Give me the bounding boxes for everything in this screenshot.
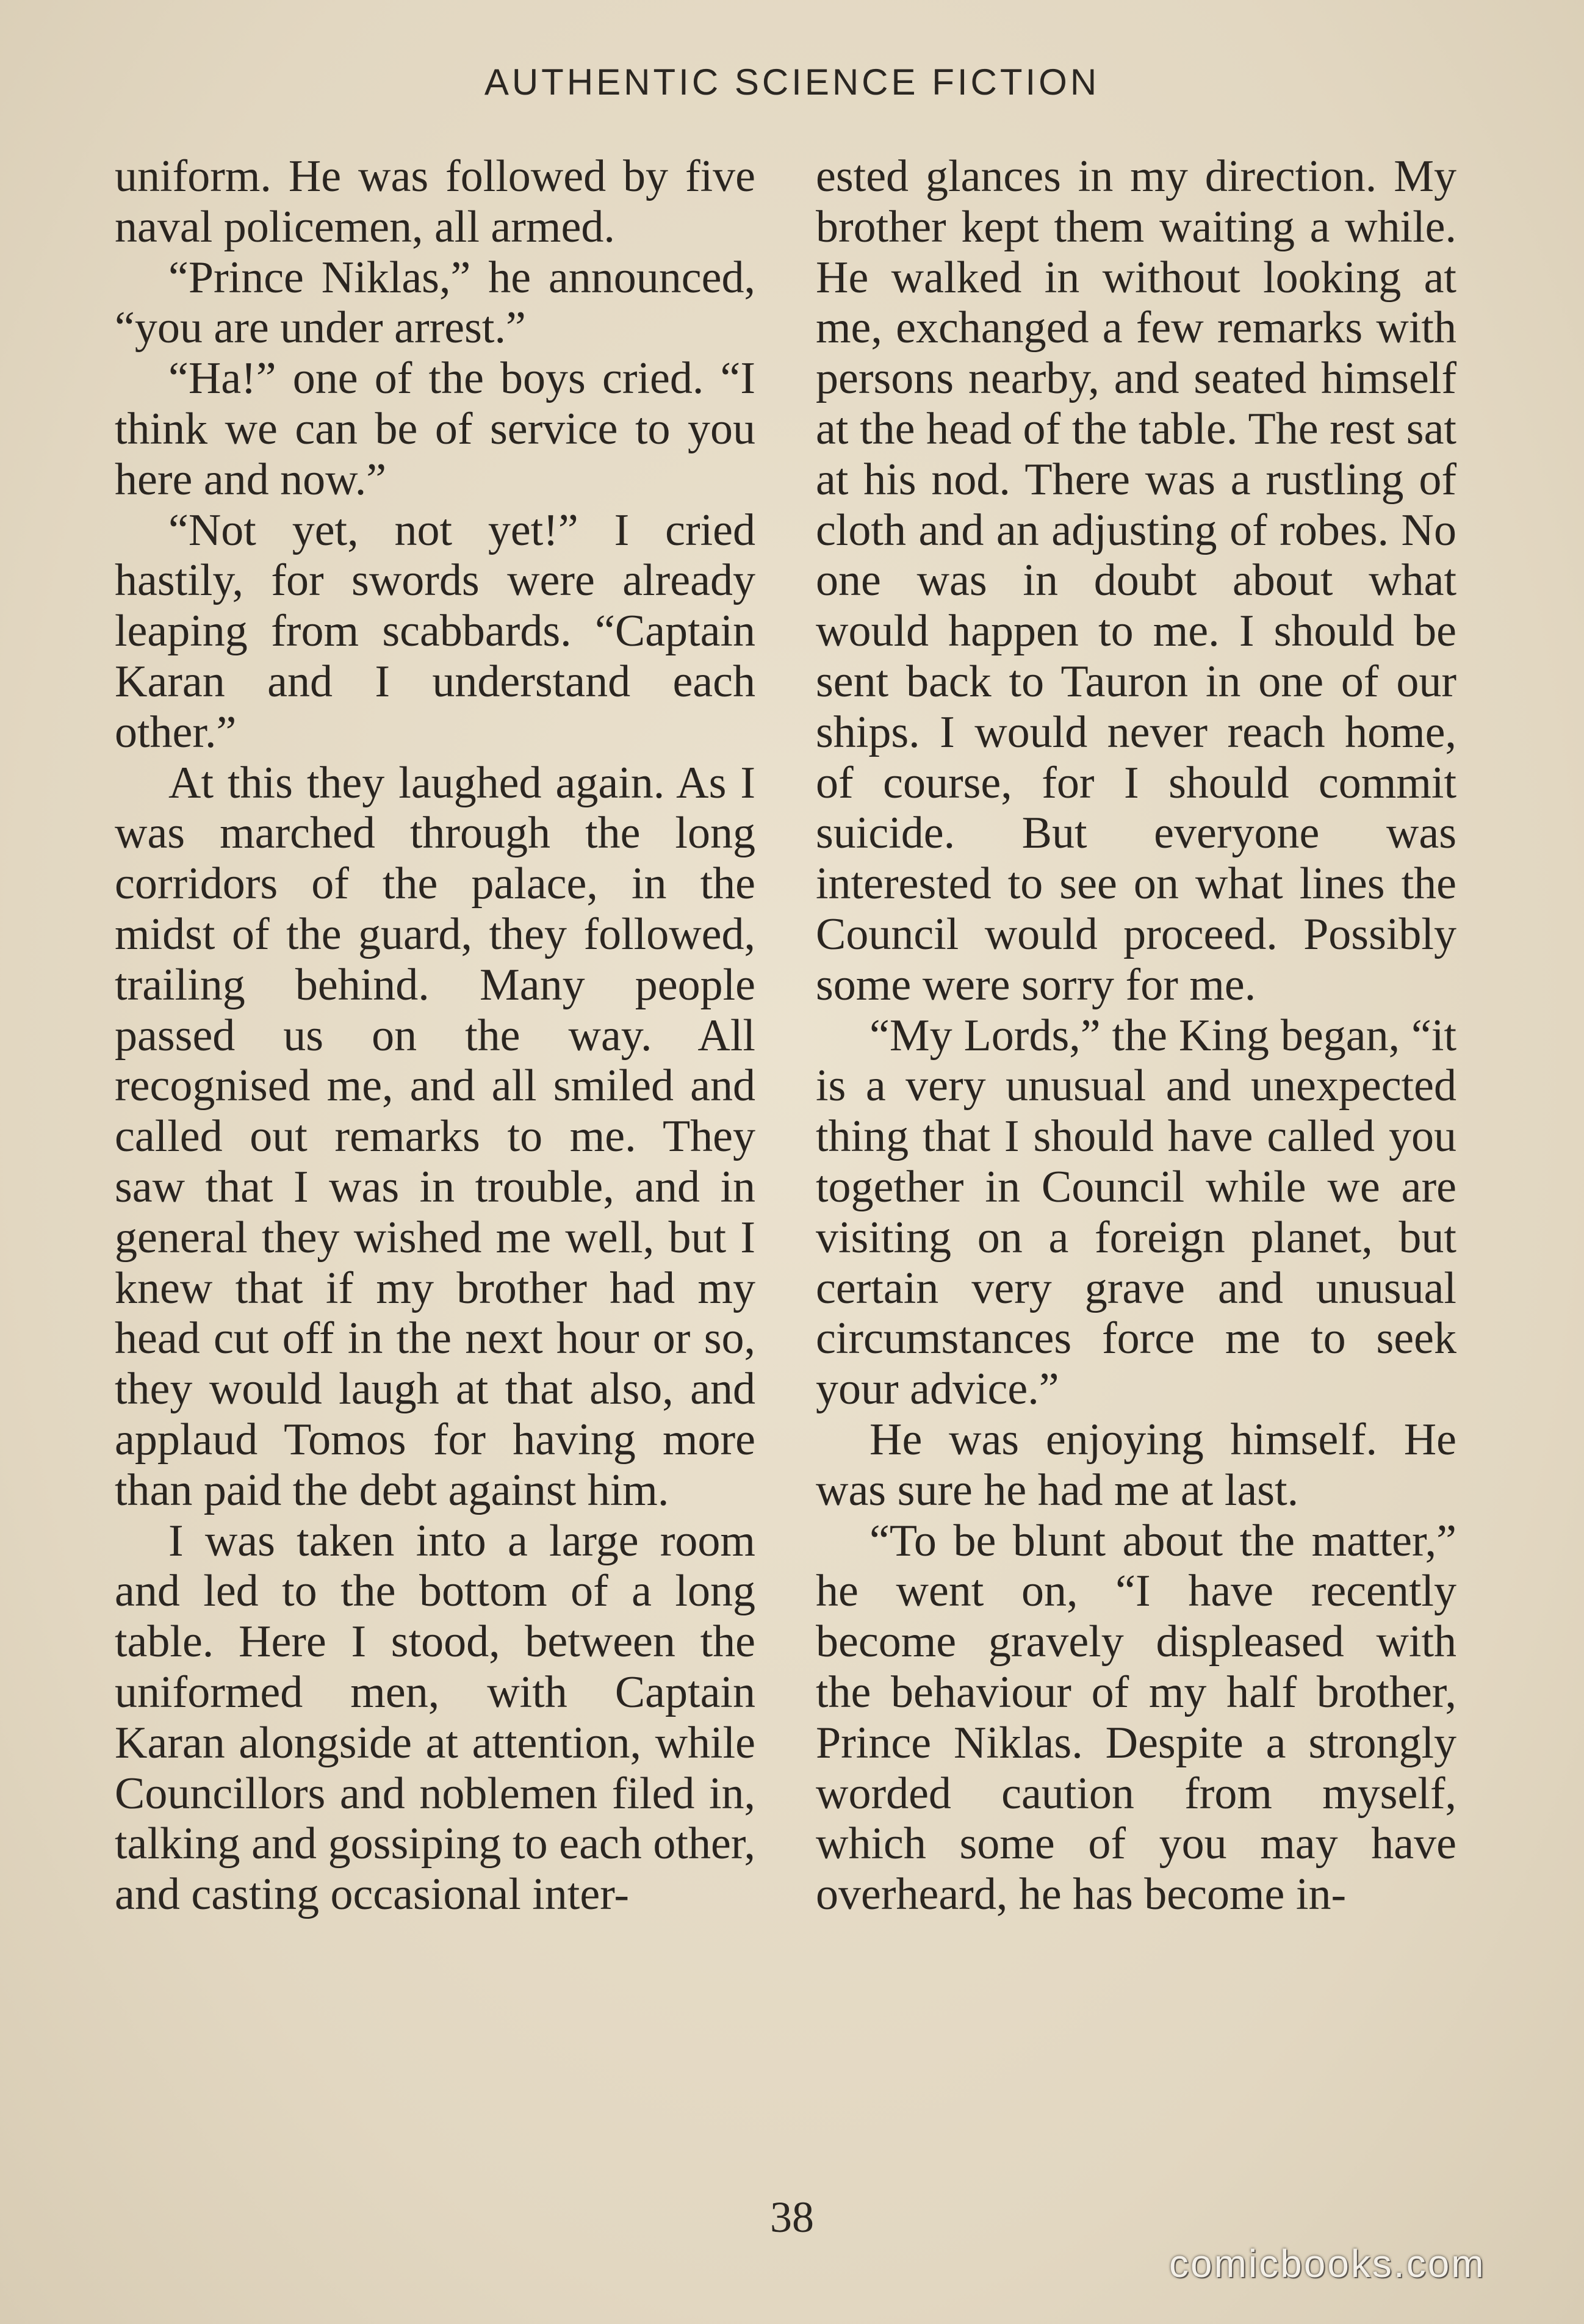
paragraph: I was taken into a large room and led to the bottom of a long table. Here I stood, between the uniformed men, with Captain Karan alongside at attention, while Councillors and noblemen filed in, talking and gossiping to each other, and casting occasional inter-	[115, 1515, 755, 1920]
paragraph: “Ha!” one of the boys cried. “I think we can be of service to you here and now.”	[115, 353, 755, 505]
paragraph: He was enjoying himself. He was sure he had me at last.	[816, 1414, 1456, 1515]
paragraph: “To be blunt about the matter,” he went on, “I have recently become gravely displeased with the behaviour of my half brother, Prince Niklas. Despite a strongly worded caution from myself, which some of you may have overheard, he has become in-	[816, 1515, 1456, 1920]
left-column	[115, 151, 755, 1920]
paragraph: “Prince Niklas,” he announced, “you are under arrest.”	[115, 252, 755, 353]
running-head: AUTHENTIC SCIENCE FICTION	[484, 62, 1100, 103]
paragraph: “Not yet, not yet!” I cried hastily, for swords were already leaping from scabbards. “Captain Karan and I understand each other.”	[115, 505, 755, 757]
watermark: comicbooks.com	[1169, 2242, 1486, 2286]
paragraph: uniform. He was followed by five naval policemen, all armed.	[115, 151, 755, 252]
paragraph: ested glances in my direction. My brother kept them waiting a while. He walked in without looking at me, exchanged a few remarks with persons nearby, and seated himself at the head of the table. The rest sat at his nod. There was a rustling of cloth and an adjusting of robes. No one was in doubt about what would happen to me. I should be sent back to Tauron in one of our ships. I would never reach home, of course, for I should commit suicide. But everyone was interested to see on what lines the Council would proceed. Possibly some were sorry for me.	[816, 151, 1456, 1010]
paragraph: “My Lords,” the King began, “it is a very unusual and unexpected thing that I should have called you together in Council while we are visiting on a foreign planet, but certain very grave and unusual circumstances force me to seek your advice.”	[816, 1010, 1456, 1415]
right-column	[816, 151, 1456, 1920]
paragraph: At this they laughed again. As I was marched through the long corridors of the palace, in the midst of the guard, they followed, trailing behind. Many people passed us on the way. All recognised me, and all smiled and called out remarks to me. They saw that I was in trouble, and in general they wished me well, but I knew that if my brother had my head cut off in the next hour or so, they would laugh at that also, and applaud Tomos for having more than paid the debt against him.	[115, 757, 755, 1515]
page-number: 38	[770, 2193, 814, 2242]
